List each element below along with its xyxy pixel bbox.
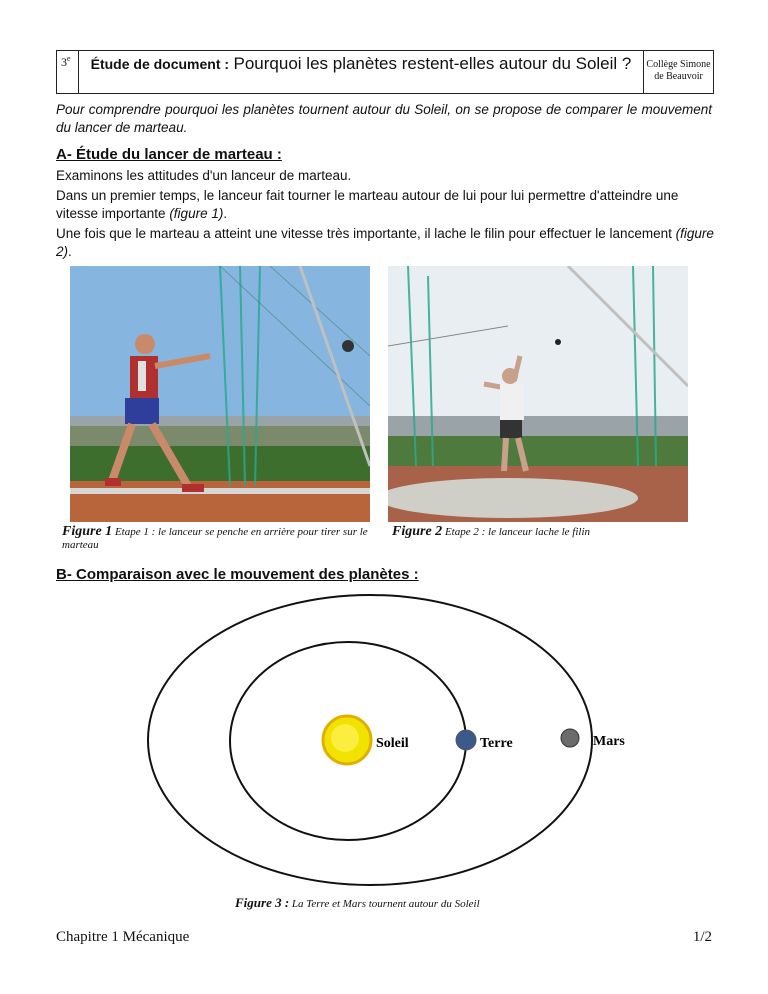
school-line-1: Collège Simone xyxy=(646,59,711,70)
section-a-paragraph-2: Dans un premier temps, le lanceur fait tourner le marteau autour de lui pour lui permettre d'atteindre une vitesse importante (figure 1). xyxy=(56,188,679,221)
sun-icon xyxy=(323,716,371,764)
intro-paragraph: Pour comprendre pourquoi les planètes tournent autour du Soleil, on se propose de comparer le mouvement du lancer de marteau. xyxy=(56,102,712,135)
mars-icon xyxy=(561,729,579,747)
mars-label: Mars xyxy=(593,734,625,749)
figure-1-ref: (figure 1) xyxy=(169,206,224,221)
figure-2-ref: (figure 2) xyxy=(56,226,714,259)
earth-label: Terre xyxy=(480,736,513,751)
document-header xyxy=(56,50,714,94)
orbit-diagram xyxy=(0,590,768,890)
section-a-heading: A- Étude du lancer de marteau : xyxy=(56,146,282,163)
footer-page-number: 1/2 xyxy=(692,929,712,945)
figure-1-photo xyxy=(70,266,370,522)
document-title xyxy=(79,51,643,93)
figure-1-caption: Figure 1 Etape 1 : le lanceur se penche en arrière pour tirer sur le marteau xyxy=(62,524,368,551)
footer-chapter: Chapitre 1 Mécanique xyxy=(56,929,190,945)
section-a-paragraph-1: Examinons les attitudes d'un lanceur de marteau. xyxy=(56,168,352,183)
class-level: 3e xyxy=(57,51,79,93)
school-line-2: de Beauvoir xyxy=(654,71,703,82)
school-name xyxy=(643,51,713,93)
section-a-paragraph-3: Une fois que le marteau a atteint une vitesse très importante, il lache le filin pour effectuer le lancement (figure 2). xyxy=(56,226,714,259)
sun-label: Soleil xyxy=(376,736,409,751)
section-b-heading: B- Comparaison avec le mouvement des planètes : xyxy=(56,566,419,583)
earth-icon xyxy=(456,730,476,750)
title-main: Pourquoi les planètes restent-elles autour du Soleil ? xyxy=(233,54,632,73)
title-prefix: Étude de document : xyxy=(90,56,230,72)
figure-3-caption: Figure 3 : La Terre et Mars tournent autour du Soleil xyxy=(235,895,480,910)
figure-2-caption: Figure 2 Etape 2 : le lanceur lache le filin xyxy=(392,524,591,539)
figure-2-photo xyxy=(388,266,688,522)
